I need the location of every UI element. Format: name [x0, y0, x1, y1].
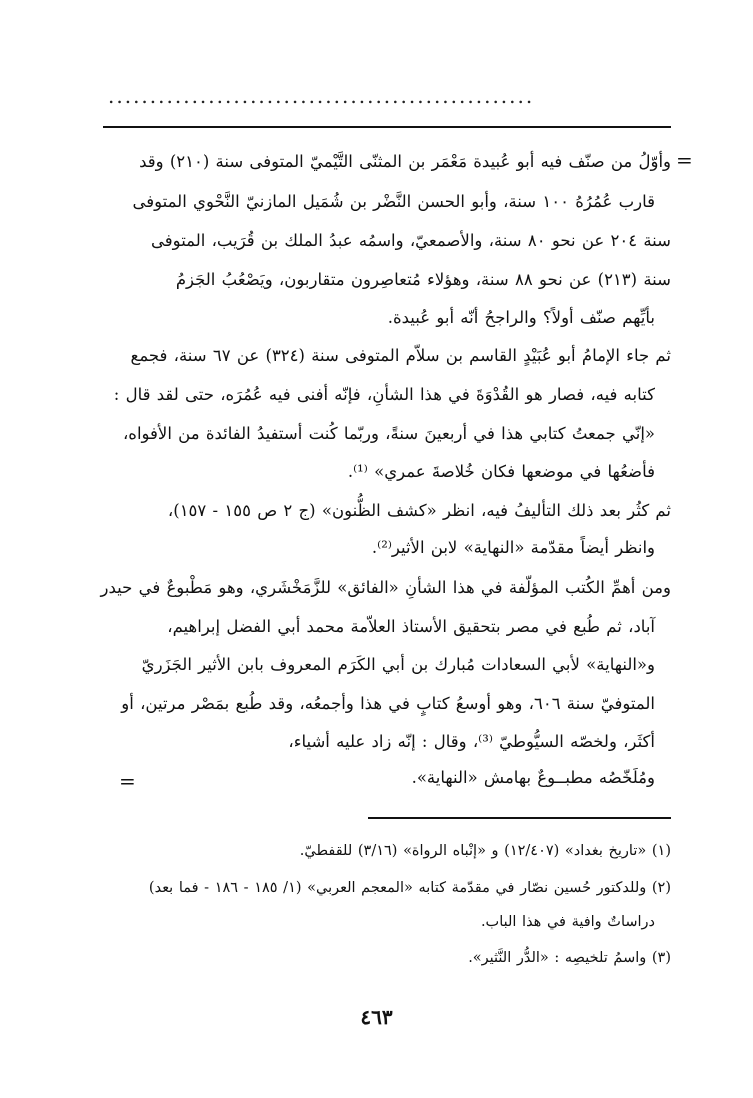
- header-rule: [103, 126, 671, 128]
- text-line-4: سنة (٢١٣) عن نحو ٨٨ سنة، وهؤلاء مُتعاصِرون متقاربون، ويَصْعُبُ الجَزمُ: [175, 270, 671, 289]
- text-line-17: ومُلَخّصُه مطبــوعٌ بهامش «النهاية».: [411, 768, 655, 787]
- text-line-7: كتابه فيه، فصار هو القُدْوَةَ في هذا الشأنِ، فإنّه أفنى فيه عُمُرَه، حتى لقد قال :: [113, 385, 655, 404]
- text-line-16: أكثَر، ولخصّه السيُّوطيّ ⁽³⁾، وقال : إنّه زاد عليه أشياء،: [288, 732, 655, 751]
- footnote-2: (٢) وللدكتور حُسين نصّار في مقدّمة كتابه «المعجم العربي» (١/ ١٨٥ - ١٨٦ - فما بعد): [148, 880, 671, 896]
- text-line-2: قارب عُمُرُهُ ١٠٠ سنة، وأبو الحسن النَّضْر بن شُمَيل المازنيّ النَّحْوي المتوفى: [132, 192, 655, 211]
- text-line-14: و«النهاية» لأبي السعادات مُبارك بن أبي الكَرَم المعروف بابن الأثير الجَزَريّ: [141, 655, 655, 674]
- text-line-8: «إنّي جمعتُ كتابي هذا في أربعينَ سنةً، وربّما كُنت أستفيدُ الفائدة من الأفواه،: [122, 424, 655, 443]
- text-line-12: ومن أهمِّ الكُتب المؤلّفة في هذا الشأنِ «الفائق» للزَّمَخْشَري، وهو مَطْبوعٌ في حيدر: [100, 578, 671, 597]
- dotted-separator: ...................................................: [108, 86, 535, 106]
- footnote-2-continued: دراساتٌ وافية في هذا الباب.: [480, 914, 655, 930]
- text-line-1: وأوّلُ من صنّف فيه أبو عُبيدة مَعْمَر بن المثنّى التَّيْميّ المتوفى سنة (٢١٠) وقد: [139, 152, 671, 171]
- text-line-9: فأضعُها في موضعها فكان خُلاصةَ عمري» ⁽¹⁾.: [347, 462, 655, 481]
- text-line-10: ثم كثُر بعد ذلك التأليفُ فيه، انظر «كشف الظُّنون» (ج ٢ ص ١٥٥ - ١٥٧)،: [167, 501, 671, 520]
- text-line-5: بأيِّهم صنّف أولاً؟ والراجحُ أنّه أبو عُبيدة.: [387, 308, 655, 327]
- text-line-11: وانظر أيضاً مقدّمة «النهاية» لابن الأثير⁽²⁾.: [371, 538, 655, 557]
- text-line-15: المتوفيّ سنة ٦٠٦، وهو أوسعُ كتابٍ في هذا وأجمعُه، وقد طُبع بمَصْر مرتين، أو: [121, 694, 655, 713]
- continuation-mark-start: =: [676, 148, 693, 172]
- text-line-13: آباد، ثم طُبع في مصر بتحقيق الأستاذ العلاّمة محمد أبي الفضل إبراهيم،: [167, 617, 655, 636]
- text-line-6: ثم جاء الإمامُ أبو عُبَيْدٍ القاسم بن سلاّم المتوفى سنة (٣٢٤) عن ٦٧ سنة، فجمع: [130, 346, 671, 365]
- page-number: ٤٦٣: [360, 1005, 393, 1029]
- footnote-1: (١) «تاريخ بغداد» (١٢/٤٠٧) و «إنْباه الرواة» (٣/١٦) للقفطيّ.: [299, 843, 671, 859]
- continuation-mark-end: =: [119, 769, 136, 793]
- footnote-3: (٣) واسمُ تلخيصِه : «الدُّر النَّثير».: [468, 950, 671, 966]
- footnote-rule: [368, 817, 671, 819]
- text-line-3: سنة ٢٠٤ عن نحو ٨٠ سنة، والأصمعيّ، واسمُه عبدُ الملك بن قُرَيب، المتوفى: [151, 231, 671, 250]
